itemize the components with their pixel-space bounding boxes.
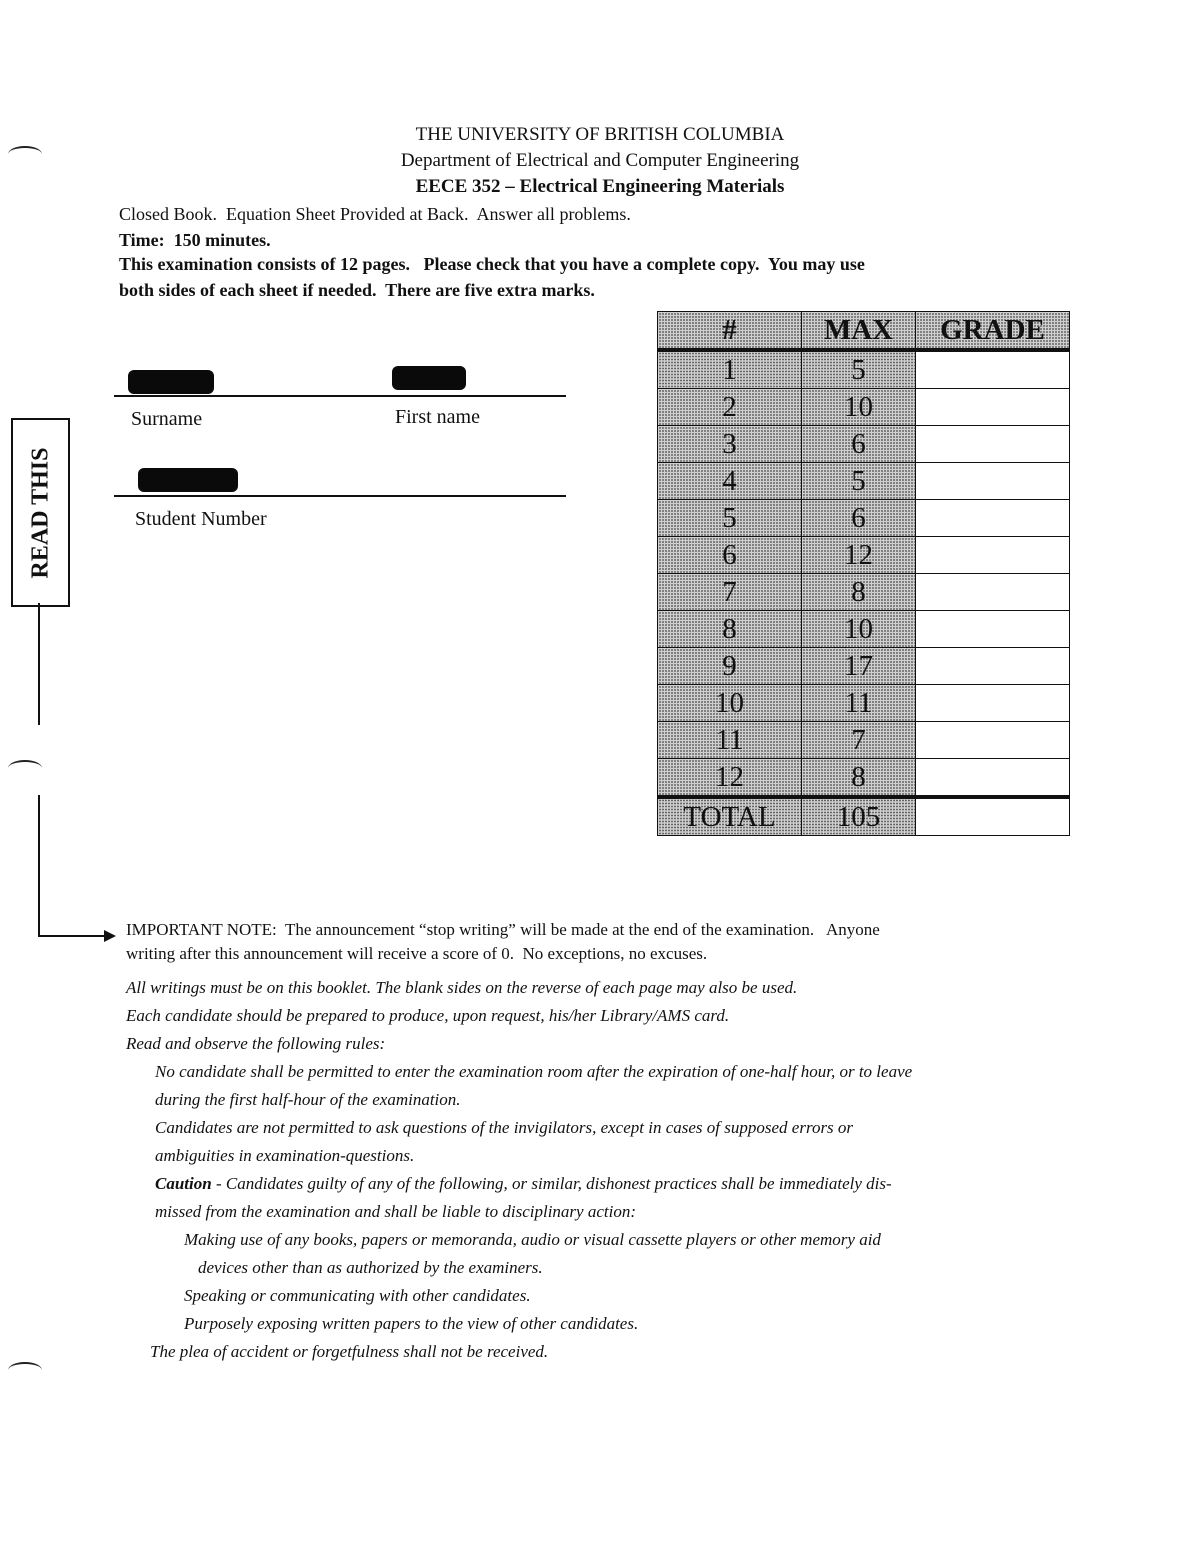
course-title: EECE 352 – Electrical Engineering Materials — [415, 176, 785, 197]
name-signature-line[interactable] — [114, 395, 566, 397]
grade-table-row — [658, 389, 1070, 426]
instructions-line: Closed Book. Equation Sheet Provided at Back. Answer all problems. — [119, 204, 631, 224]
max-score-cell: 5 — [802, 463, 916, 500]
rule-caution-line1 — [155, 1174, 892, 1194]
rule-intro: Read and observe the following rules: — [126, 1034, 386, 1053]
grade-entry-cell[interactable] — [916, 426, 1070, 463]
question-number-cell: 12 — [658, 759, 802, 798]
total-label-cell: TOTAL — [658, 797, 802, 836]
grade-entry-cell[interactable] — [916, 722, 1070, 759]
max-score-cell: 10 — [802, 389, 916, 426]
redacted-surname — [128, 370, 214, 394]
binder-hole-middle — [8, 760, 42, 776]
bracket-line-lower — [38, 795, 40, 937]
max-score-cell: 5 — [802, 350, 916, 389]
question-number-cell: 10 — [658, 685, 802, 722]
rule-plea: The plea of accident or forgetfulness shall not be received. — [150, 1342, 549, 1361]
grade-entry-cell[interactable] — [916, 574, 1070, 611]
grade-entry-cell[interactable] — [916, 350, 1070, 389]
question-number-cell: 7 — [658, 574, 802, 611]
grade-table-row — [658, 685, 1070, 722]
rule-entry-line1: No candidate shall be permitted to enter the examination room after the expiration of one-half hour, or to leave — [155, 1062, 913, 1081]
question-number-cell: 5 — [658, 500, 802, 537]
grade-entry-cell[interactable] — [916, 389, 1070, 426]
grade-entry-cell[interactable] — [916, 759, 1070, 798]
important-note-line2: writing after this announcement will receive a score of 0. No exceptions, no excuses. — [126, 944, 708, 963]
rule-questions-line1: Candidates are not permitted to ask questions of the invigilators, except in cases of supposed errors or — [155, 1118, 854, 1137]
surname-label: Surname — [131, 408, 203, 430]
binder-hole-bottom — [8, 1362, 42, 1378]
grade-entry-cell[interactable] — [916, 537, 1070, 574]
rule-exposing-papers: Purposely exposing written papers to the view of other candidates. — [184, 1314, 639, 1333]
important-note-line1: IMPORTANT NOTE: The announcement “stop writing” will be made at the end of the examination. Anyone — [126, 920, 880, 939]
rule-entry-line2: during the first half-hour of the examination. — [155, 1090, 461, 1109]
rule-caution-line2: missed from the examination and shall be liable to disciplinary action: — [155, 1202, 636, 1221]
max-score-cell: 10 — [802, 611, 916, 648]
max-score-cell: 11 — [802, 685, 916, 722]
caution-text: - Candidates guilty of any of the following, or similar, dishonest practices shall be immediately dis- — [211, 1174, 892, 1193]
read-this-label: READ THIS — [27, 447, 53, 578]
max-score-cell: 12 — [802, 537, 916, 574]
max-score-cell: 6 — [802, 426, 916, 463]
grade-table-row — [658, 759, 1070, 798]
bracket-line-upper — [38, 603, 40, 725]
question-number-cell: 2 — [658, 389, 802, 426]
question-number-cell: 3 — [658, 426, 802, 463]
header-grade: GRADE — [916, 312, 1070, 351]
question-number-cell: 11 — [658, 722, 802, 759]
grade-table-row — [658, 463, 1070, 500]
grade-table — [657, 311, 1070, 836]
grade-table-header — [658, 312, 1070, 351]
university-name: THE UNIVERSITY OF BRITISH COLUMBIA — [415, 124, 785, 145]
header-question-number: # — [658, 312, 802, 351]
redacted-student-number — [138, 468, 238, 492]
grade-entry-cell[interactable] — [916, 648, 1070, 685]
first-name-label: First name — [395, 406, 480, 428]
pages-note-line2: both sides of each sheet if needed. There are five extra marks. — [119, 280, 595, 300]
redacted-first-name — [392, 366, 466, 390]
grade-entry-cell[interactable] — [916, 685, 1070, 722]
grade-table-row — [658, 574, 1070, 611]
question-number-cell: 6 — [658, 537, 802, 574]
max-score-cell: 8 — [802, 759, 916, 798]
max-score-cell: 17 — [802, 648, 916, 685]
grade-table-row — [658, 500, 1070, 537]
rule-memory-aid-line1: Making use of any books, papers or memoranda, audio or visual cassette players or other memory aid — [184, 1230, 881, 1249]
grade-entry-cell[interactable] — [916, 463, 1070, 500]
rule-speaking: Speaking or communicating with other candidates. — [184, 1286, 531, 1305]
arrow-right-icon — [104, 930, 116, 942]
grade-table-row — [658, 648, 1070, 685]
max-score-cell: 7 — [802, 722, 916, 759]
max-score-cell: 8 — [802, 574, 916, 611]
header-max: MAX — [802, 312, 916, 351]
grade-table-row — [658, 350, 1070, 389]
grade-table-row — [658, 537, 1070, 574]
grade-table-row — [658, 426, 1070, 463]
student-number-line[interactable] — [114, 495, 566, 497]
caution-label: Caution — [155, 1174, 212, 1193]
total-max-cell: 105 — [802, 797, 916, 836]
question-number-cell: 1 — [658, 350, 802, 389]
pages-note-line1: This examination consists of 12 pages. Please check that you have a complete copy. You may use — [119, 254, 865, 274]
department-name: Department of Electrical and Computer Engineering — [400, 150, 800, 171]
max-score-cell: 6 — [802, 500, 916, 537]
grade-table-row — [658, 722, 1070, 759]
bracket-line-horizontal — [38, 935, 104, 937]
question-number-cell: 9 — [658, 648, 802, 685]
grade-table-row — [658, 611, 1070, 648]
question-number-cell: 4 — [658, 463, 802, 500]
rule-booklet: All writings must be on this booklet. The blank sides on the reverse of each page may also be used. — [126, 978, 798, 997]
total-grade-entry-cell[interactable] — [916, 797, 1070, 836]
grade-entry-cell[interactable] — [916, 500, 1070, 537]
rule-questions-line2: ambiguities in examination-questions. — [155, 1146, 415, 1165]
read-this-tab — [11, 418, 70, 607]
grade-table-total-row — [658, 797, 1070, 836]
time-allowed: Time: 150 minutes. — [119, 230, 271, 250]
grade-entry-cell[interactable] — [916, 611, 1070, 648]
rule-library-card: Each candidate should be prepared to produce, upon request, his/her Library/AMS card. — [126, 1006, 730, 1025]
rule-memory-aid-line2: devices other than as authorized by the examiners. — [198, 1258, 543, 1277]
student-number-label: Student Number — [135, 508, 267, 530]
question-number-cell: 8 — [658, 611, 802, 648]
